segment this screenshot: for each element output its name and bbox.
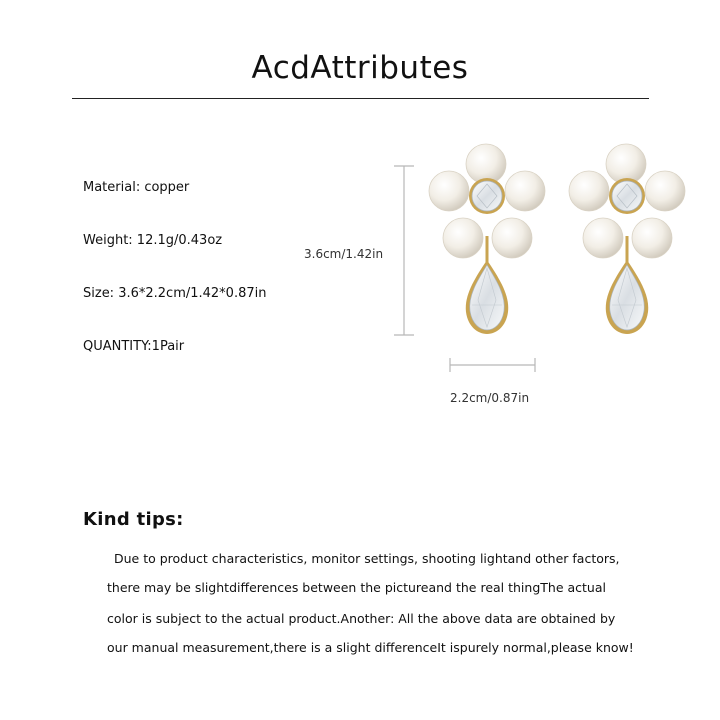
- height-dimension-label: 3.6cm/1.42in: [304, 247, 384, 261]
- tips-line: there may be slightdifferences between the pictureand the real thingThe actual: [107, 580, 606, 595]
- attribute-quantity: QUANTITY:1Pair: [83, 339, 185, 354]
- tips-line: our manual measurement,there is a slight differenceIt ispurely normal,please know!: [107, 640, 634, 655]
- attribute-weight: Weight: 12.1g/0.43oz: [83, 233, 223, 248]
- height-dimension-line: [394, 166, 414, 335]
- earring-left: [429, 144, 545, 334]
- width-dimension-label: 2.2cm/0.87in: [450, 391, 530, 405]
- attribute-material: Material: copper: [83, 180, 190, 195]
- earring-right: [569, 144, 685, 334]
- tips-heading: Kind tips:: [83, 509, 184, 530]
- tips-line: Due to product characteristics, monitor settings, shooting lightand other factors,: [114, 551, 620, 566]
- width-dimension-line: [450, 358, 535, 372]
- page-title: AcdAttributes: [251, 50, 469, 86]
- attribute-size: Size: 3.6*2.2cm/1.42*0.87in: [83, 286, 267, 301]
- tips-line: color is subject to the actual product.Another: All the above data are obtained by: [107, 611, 616, 626]
